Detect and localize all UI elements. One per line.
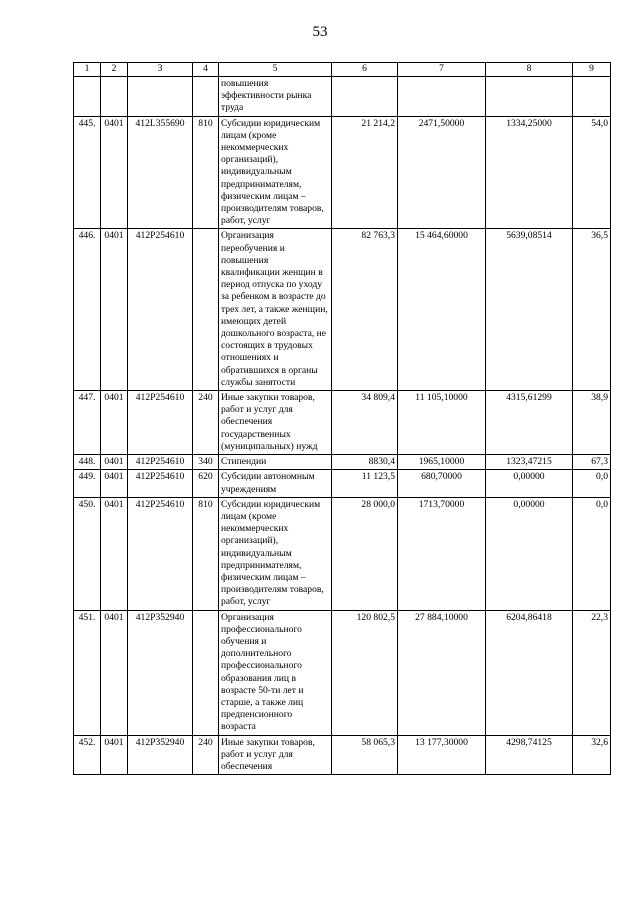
header-cell: 3 (128, 63, 193, 77)
cell-section-code: 0401 (101, 455, 128, 470)
cell-expense-type: 810 (193, 497, 219, 610)
cell-row-number: 449. (74, 470, 101, 497)
table-row (74, 735, 611, 775)
table-header (74, 63, 611, 77)
table-row (74, 116, 611, 229)
cell-description: Стипендии (219, 455, 332, 470)
cell-executed: 5639,08514 (486, 229, 573, 391)
cell-executed: 1323,47215 (486, 455, 573, 470)
cell-limit: 13 177,30000 (398, 735, 486, 775)
cell-plan: 82 763,3 (332, 229, 398, 391)
cell-description: Организация профессионального обучения и дополнительного профессионального образования лиц в возрасте 50-ти лет и старше, а также лиц предпенсионного возраста (219, 610, 332, 735)
cell-section-code: 0401 (101, 229, 128, 391)
cell-row-number: 448. (74, 455, 101, 470)
cell-plan: 8830,4 (332, 455, 398, 470)
cell-empty (332, 77, 398, 117)
header-cell: 2 (101, 63, 128, 77)
cell-description: Субсидии автономным учреждениям (219, 470, 332, 497)
cell-row-number: 450. (74, 497, 101, 610)
cell-executed: 4315,61299 (486, 391, 573, 455)
header-cell: 8 (486, 63, 573, 77)
cell-expense-type (193, 610, 219, 735)
table-body (74, 77, 611, 775)
cell-plan: 11 123,5 (332, 470, 398, 497)
cell-plan: 58 065,3 (332, 735, 398, 775)
cell-percent: 0,0 (573, 470, 611, 497)
cell-section-code: 0401 (101, 497, 128, 610)
cell-description: Субсидии юридическим лицам (кроме некоммерческих организаций), индивидуальным предпринимателям, физическим лицам – производителям товаров, работ, услуг (219, 497, 332, 610)
cell-empty (573, 77, 611, 117)
cell-plan: 34 809,4 (332, 391, 398, 455)
cell-row-number: 446. (74, 229, 101, 391)
cell-expense-type: 240 (193, 735, 219, 775)
cell-section-code: 0401 (101, 735, 128, 775)
cell-expense-type: 340 (193, 455, 219, 470)
cell-section-code: 0401 (101, 470, 128, 497)
cell-target-code: 412P254610 (128, 455, 193, 470)
cell-description: Иные закупки товаров, работ и услуг для обеспечения государственных (муниципальных) нужд (219, 391, 332, 455)
header-cell: 4 (193, 63, 219, 77)
header-cell: 5 (219, 63, 332, 77)
table-row (74, 455, 611, 470)
cell-empty (74, 77, 101, 117)
cell-description: Субсидии юридическим лицам (кроме некоммерческих организаций), индивидуальным предпринимателям, физическим лицам – производителям товаров, работ, услуг (219, 116, 332, 229)
cell-limit: 2471,50000 (398, 116, 486, 229)
cell-target-code: 412P254610 (128, 229, 193, 391)
cell-plan: 21 214,2 (332, 116, 398, 229)
cell-limit: 11 105,10000 (398, 391, 486, 455)
cell-description: Организация переобучения и повышения квалификации женщин в период отпуска по уходу за ребенком в возрасте до трех лет, а также женщин, имеющих детей дошкольного возраста, не состоящих в трудовых отношениях и обратившихся в органы службы занятости (219, 229, 332, 391)
cell-percent: 67,3 (573, 455, 611, 470)
cell-row-number: 445. (74, 116, 101, 229)
table-row (74, 229, 611, 391)
cell-limit: 15 464,60000 (398, 229, 486, 391)
cell-empty (486, 77, 573, 117)
cell-target-code: 412P254610 (128, 497, 193, 610)
cell-target-code: 412P254610 (128, 470, 193, 497)
cell-percent: 36,5 (573, 229, 611, 391)
cell-percent: 54,0 (573, 116, 611, 229)
cell-row-number: 452. (74, 735, 101, 775)
header-cell: 9 (573, 63, 611, 77)
cell-expense-type (193, 229, 219, 391)
cell-description: повышения эффективности рынка труда (219, 77, 332, 117)
cell-executed: 0,00000 (486, 470, 573, 497)
cell-percent: 38,9 (573, 391, 611, 455)
cell-plan: 28 000,0 (332, 497, 398, 610)
table-row (74, 470, 611, 497)
cell-target-code: 412P352940 (128, 610, 193, 735)
page-number: 53 (312, 24, 328, 40)
cell-empty (128, 77, 193, 117)
table-row (74, 391, 611, 455)
cell-plan: 120 802,5 (332, 610, 398, 735)
cell-section-code: 0401 (101, 116, 128, 229)
cell-percent: 0,0 (573, 497, 611, 610)
cell-limit: 680,70000 (398, 470, 486, 497)
header-cell: 1 (74, 63, 101, 77)
cell-expense-type: 240 (193, 391, 219, 455)
continuation-row (74, 77, 611, 117)
cell-row-number: 447. (74, 391, 101, 455)
cell-limit: 1965,10000 (398, 455, 486, 470)
cell-description: Иные закупки товаров, работ и услуг для обеспечения (219, 735, 332, 775)
cell-executed: 4298,74125 (486, 735, 573, 775)
cell-limit: 1713,70000 (398, 497, 486, 610)
cell-section-code: 0401 (101, 610, 128, 735)
cell-executed: 0,00000 (486, 497, 573, 610)
cell-empty (398, 77, 486, 117)
cell-executed: 1334,25000 (486, 116, 573, 229)
table-row (74, 497, 611, 610)
cell-row-number: 451. (74, 610, 101, 735)
cell-percent: 22,3 (573, 610, 611, 735)
cell-limit: 27 884,10000 (398, 610, 486, 735)
header-cell: 7 (398, 63, 486, 77)
cell-empty (193, 77, 219, 117)
cell-target-code: 412L355690 (128, 116, 193, 229)
cell-percent: 32,6 (573, 735, 611, 775)
table-row (74, 610, 611, 735)
cell-target-code: 412P254610 (128, 391, 193, 455)
header-row (74, 63, 611, 77)
cell-section-code: 0401 (101, 391, 128, 455)
cell-executed: 6204,86418 (486, 610, 573, 735)
cell-target-code: 412P352940 (128, 735, 193, 775)
cell-empty (101, 77, 128, 117)
cell-expense-type: 810 (193, 116, 219, 229)
budget-table (73, 62, 611, 775)
cell-expense-type: 620 (193, 470, 219, 497)
header-cell: 6 (332, 63, 398, 77)
